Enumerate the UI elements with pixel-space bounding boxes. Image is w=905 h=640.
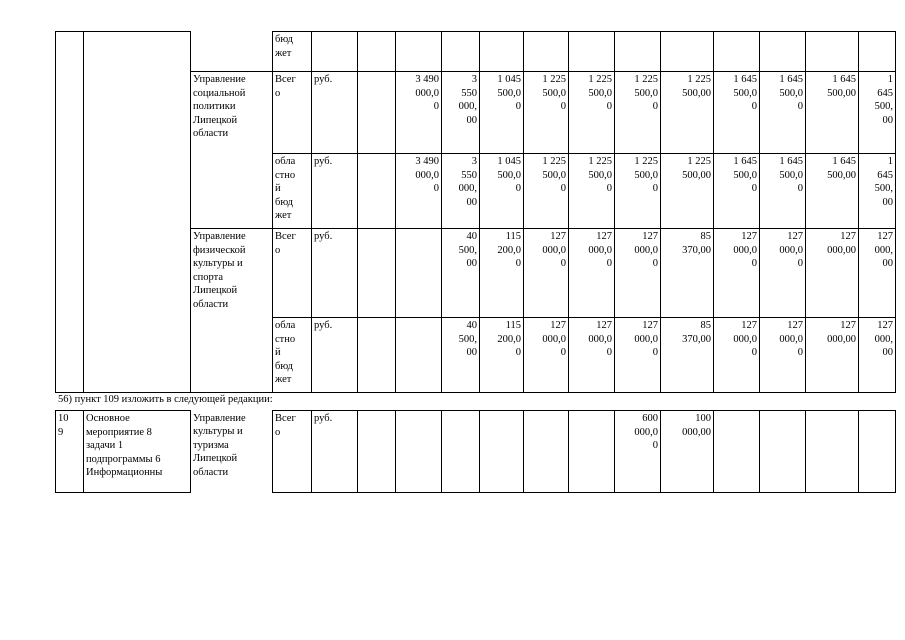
value-cell: 127 000, 00 (859, 229, 896, 318)
value-cell: 127 000,0 0 (714, 318, 760, 393)
value-cell (358, 154, 396, 229)
value-cell: 1 645 500, 00 (859, 154, 896, 229)
value-cell: 1 225 500,00 (661, 72, 714, 154)
value-cell (312, 32, 358, 72)
value-cell: 127 000,0 0 (524, 229, 569, 318)
value-cell (859, 32, 896, 72)
value-cell (524, 32, 569, 72)
funding-type: Всег о (273, 411, 312, 493)
value-cell: 1 045 500,0 0 (480, 72, 524, 154)
value-cell: 1 225 500,0 0 (524, 72, 569, 154)
value-cell: 115 200,0 0 (480, 318, 524, 393)
value-cell: 1 645 500,00 (806, 72, 859, 154)
value-cell: 1 645 500, 00 (859, 72, 896, 154)
value-cell (358, 411, 396, 493)
value-cell (524, 411, 569, 493)
value-cell: 3 490 000,0 0 (396, 154, 442, 229)
budget-table-item-109 (55, 410, 896, 493)
funding-type: обла стно й бюд жет (273, 154, 312, 229)
org-cell (191, 32, 273, 72)
value-cell: 1 225 500,0 0 (524, 154, 569, 229)
value-cell (442, 32, 480, 72)
value-cell: 127 000,0 0 (760, 229, 806, 318)
value-cell (358, 32, 396, 72)
funding-type: бюд жет (273, 32, 312, 72)
value-cell (396, 32, 442, 72)
value-cell: 1 225 500,0 0 (569, 72, 615, 154)
unit: руб. (312, 229, 358, 318)
org-name: Управление физической культуры и спорта Липецкой области (191, 229, 273, 393)
funding-type: Всег о (273, 72, 312, 154)
value-cell (569, 32, 615, 72)
value-cell: 127 000,0 0 (569, 318, 615, 393)
funding-type: Всег о (273, 229, 312, 318)
value-cell: 1 645 500,0 0 (760, 72, 806, 154)
org-name: Управление социальной политики Липецкой области (191, 72, 273, 229)
value-cell: 127 000,00 (806, 318, 859, 393)
value-cell (615, 32, 661, 72)
value-cell: 85 370,00 (661, 229, 714, 318)
value-cell (661, 32, 714, 72)
value-cell: 127 000,0 0 (615, 229, 661, 318)
value-cell: 1 225 500,0 0 (615, 154, 661, 229)
value-cell (396, 318, 442, 393)
value-cell: 1 645 500,0 0 (714, 72, 760, 154)
value-cell: 127 000,0 0 (760, 318, 806, 393)
value-cell: 115 200,0 0 (480, 229, 524, 318)
unit: руб. (312, 154, 358, 229)
value-cell: 85 370,00 (661, 318, 714, 393)
value-cell: 127 000, 00 (859, 318, 896, 393)
funding-type: обла стно й бюд жет (273, 318, 312, 393)
budget-table-top (55, 31, 896, 393)
value-cell: 1 225 500,0 0 (569, 154, 615, 229)
unit: руб. (312, 72, 358, 154)
value-cell: 1 225 500,00 (661, 154, 714, 229)
value-cell (806, 411, 859, 493)
value-cell: 40 500, 00 (442, 229, 480, 318)
value-cell: 127 000,0 0 (524, 318, 569, 393)
table-row (56, 411, 896, 493)
value-cell (358, 229, 396, 318)
value-cell (859, 411, 896, 493)
value-cell: 1 225 500,0 0 (615, 72, 661, 154)
value-cell: 3 550 000, 00 (442, 154, 480, 229)
value-cell (569, 411, 615, 493)
event-cell (84, 32, 191, 393)
row-number-cell (56, 32, 84, 393)
value-cell (480, 32, 524, 72)
value-cell: 127 000,0 0 (714, 229, 760, 318)
value-cell (806, 32, 859, 72)
value-cell (396, 411, 442, 493)
value-cell (396, 229, 442, 318)
amendment-note: 56) пункт 109 изложить в следующей редакции: (58, 394, 273, 405)
value-cell: 3 490 000,0 0 (396, 72, 442, 154)
value-cell (760, 411, 806, 493)
unit: руб. (312, 411, 358, 493)
value-cell (714, 32, 760, 72)
value-cell: 1 045 500,0 0 (480, 154, 524, 229)
value-cell: 127 000,00 (806, 229, 859, 318)
event-name: Основное мероприятие 8 задачи 1 подпрограммы 6 Информационны (84, 411, 191, 493)
value-cell: 1 645 500,0 0 (714, 154, 760, 229)
value-cell: 100 000,00 (661, 411, 714, 493)
value-cell: 127 000,0 0 (569, 229, 615, 318)
org-name: Управление культуры и туризма Липецкой области (191, 411, 273, 493)
value-cell (714, 411, 760, 493)
value-cell (480, 411, 524, 493)
value-cell (358, 318, 396, 393)
item-number: 10 9 (56, 411, 84, 493)
value-cell: 127 000,0 0 (615, 318, 661, 393)
value-cell: 600 000,0 0 (615, 411, 661, 493)
value-cell: 1 645 500,0 0 (760, 154, 806, 229)
table-row (56, 32, 896, 72)
value-cell (358, 72, 396, 154)
value-cell: 40 500, 00 (442, 318, 480, 393)
value-cell (760, 32, 806, 72)
unit: руб. (312, 318, 358, 393)
value-cell: 3 550 000, 00 (442, 72, 480, 154)
value-cell (442, 411, 480, 493)
value-cell: 1 645 500,00 (806, 154, 859, 229)
